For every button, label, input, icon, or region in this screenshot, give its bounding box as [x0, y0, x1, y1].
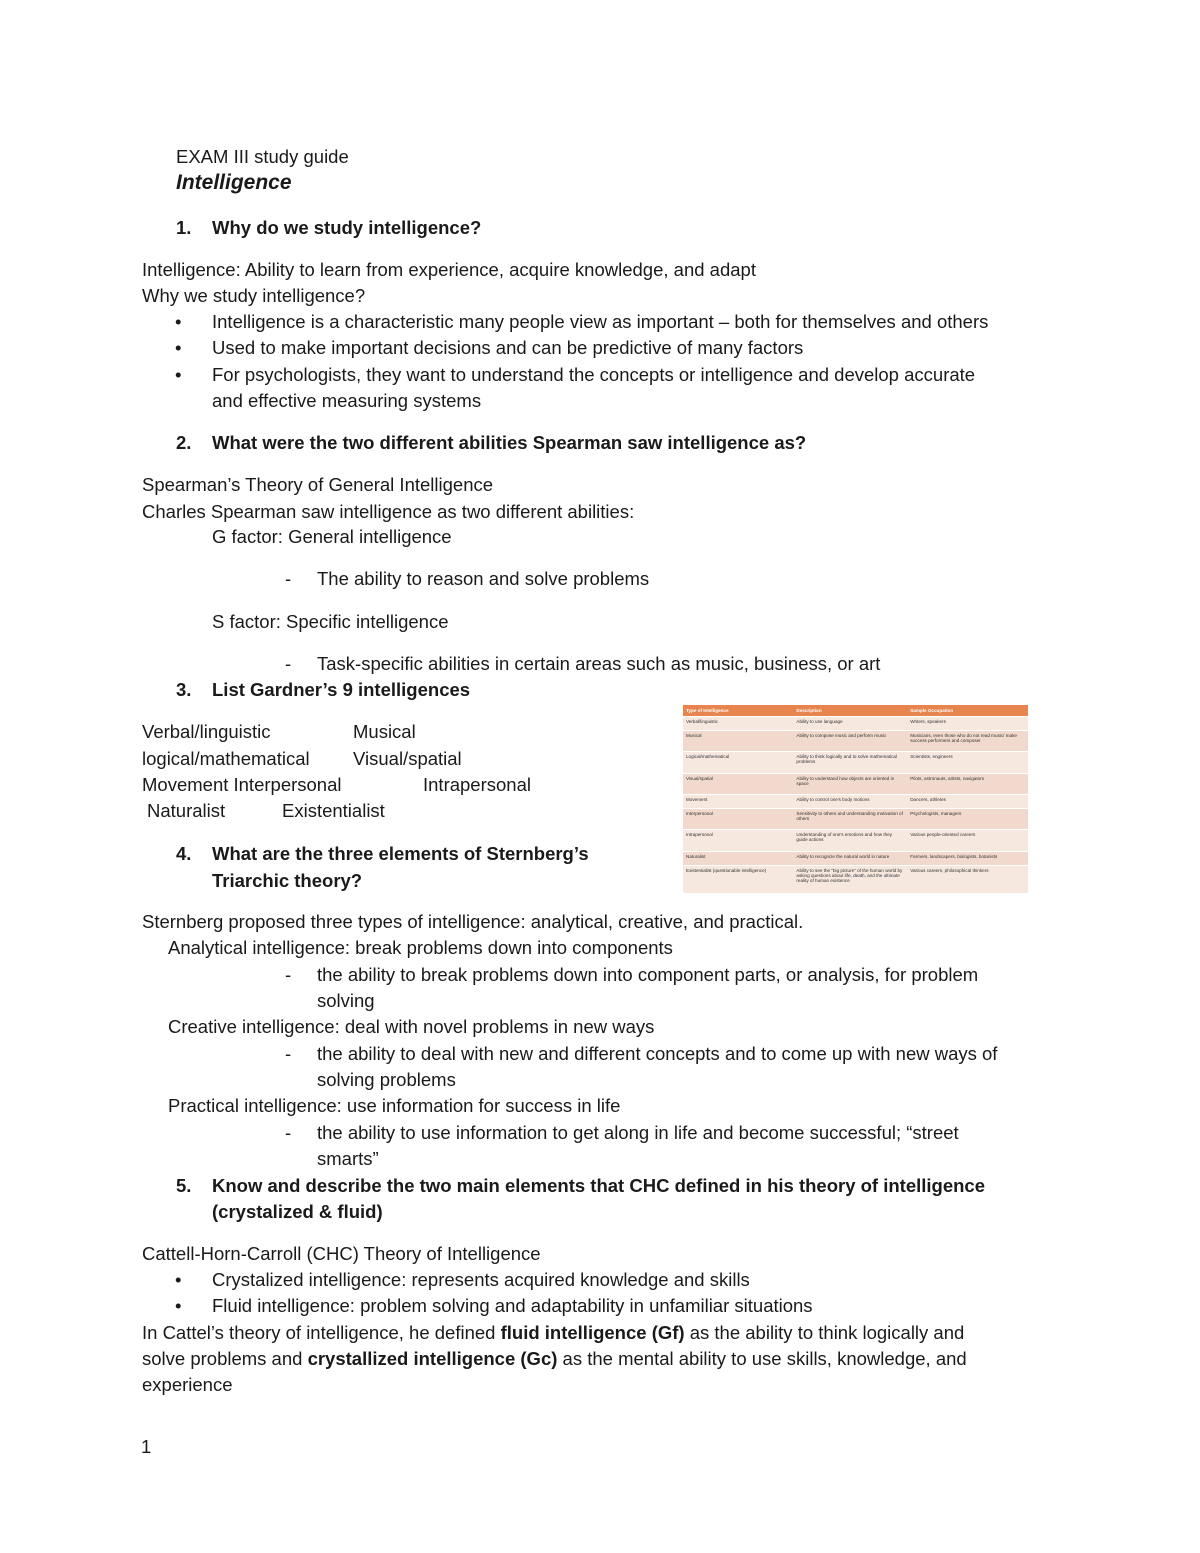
intelligence-definition: Intelligence: Ability to learn from experience, acquire knowledge, and adapt [142, 259, 756, 280]
question-text: What were the two different abilities Spearman saw intelligence as? [212, 432, 807, 453]
chc-theory: Cattell-Horn-Carroll (CHC) Theory of Intelligence [142, 1243, 541, 1264]
question-number: 4. [176, 843, 192, 864]
creative-heading: Creative intelligence: deal with novel problems in new ways [168, 1016, 655, 1037]
s-factor-desc: - Task-specific abilities in certain areas such as music, business, or art [317, 652, 880, 676]
spearman-theory: Spearman’s Theory of General Intelligence [142, 474, 494, 495]
question-2 [176, 431, 806, 455]
paragraph-bold: fluid intelligence (Gf) [500, 1322, 685, 1343]
practical-desc: - the ability to use information to get along in life and become successful; “street [317, 1121, 959, 1145]
question-4-cont: Triarchic theory? [212, 870, 363, 891]
gardner-intelligence-table [683, 705, 1028, 893]
gardner-item: Movement Interpersonal [142, 774, 342, 795]
doc-title: EXAM III study guide [176, 146, 349, 167]
analytical-desc-cont: solving [317, 990, 375, 1011]
g-factor-desc: - The ability to reason and solve problems [317, 567, 649, 591]
gardner-item: Musical [353, 721, 416, 742]
gardner-item: Verbal/linguistic [142, 721, 271, 742]
gardner-item: Existentialist [282, 800, 385, 821]
question-3 [176, 678, 470, 702]
table-cell: Musical [683, 731, 793, 752]
table-cell: Musicians, even those who do not read music/ make success performers and composer [907, 731, 1028, 752]
table-cell: Ability to control one's body motions [793, 794, 907, 808]
table-cell: Ability to understand how objects are oriented in space [793, 773, 907, 794]
table-row [683, 830, 1028, 851]
practical-heading: Practical intelligence: use information for success in life [168, 1095, 621, 1116]
table-row [683, 851, 1028, 865]
table-cell: Ability to compose music and perform music [793, 731, 907, 752]
paragraph-bold: crystallized intelligence (Gc) [307, 1348, 558, 1369]
question-text: Know and describe the two main elements that CHC defined in his theory of intelligence [212, 1175, 985, 1196]
question-text: List Gardner’s 9 intelligences [212, 679, 471, 700]
practical-desc-cont: smarts” [317, 1148, 379, 1169]
column-header: Description [793, 705, 907, 717]
cattel-paragraph-line1 [142, 1321, 964, 1345]
table-cell: Understanding of one's emotions and how they guide actions [793, 830, 907, 851]
section-heading: Intelligence [176, 171, 292, 194]
gardner-item: Naturalist [147, 800, 226, 821]
table-cell: Pilots, astronauts, artists, navigators [907, 773, 1028, 794]
analytical-desc: - the ability to break problems down into component parts, or analysis, for problem [317, 963, 978, 987]
paragraph-text: solve problems and [142, 1348, 308, 1369]
table-cell: Verbal/linguistic [683, 717, 793, 731]
why-heading: Why we study intelligence? [142, 285, 366, 306]
bullet-item: • Crystalized intelligence: represents acquired knowledge and skills [212, 1268, 750, 1292]
paragraph-text: as the mental ability to use skills, knowledge, and [557, 1348, 967, 1369]
column-header: Sample Occupation [907, 705, 1028, 717]
bullet-item: • For psychologists, they want to understand the concepts or intelligence and develop accurate [212, 363, 975, 387]
table-cell: Ability to use language [793, 717, 907, 731]
table-cell: Various people-oriented careers [907, 830, 1028, 851]
creative-desc-cont: solving problems [317, 1069, 456, 1090]
table-row [683, 865, 1028, 893]
g-factor: G factor: General intelligence [212, 526, 452, 547]
question-text: What are the three elements of Sternberg’s [212, 843, 589, 864]
table-cell: Ability to see the "big picture" of the human world by asking questions about life, death, and the ultimate reality of human existence [793, 865, 907, 893]
paragraph-text: In Cattel’s theory of intelligence, he defined [142, 1322, 501, 1343]
table-cell: Existentialist (questionable intelligence) [683, 865, 793, 893]
table-cell: Psychologists, managers [907, 809, 1028, 830]
column-header: Type of Intelligence [683, 705, 793, 717]
gardner-item: Visual/spatial [353, 748, 462, 769]
gardner-item: logical/mathematical [142, 748, 310, 769]
table-cell: Ability to think logically and to solve mathematical problems [793, 752, 907, 773]
question-text: Why do we study intelligence? [212, 217, 482, 238]
table-cell: Various careers, philosophical thinkers [907, 865, 1028, 893]
table-row [683, 752, 1028, 773]
table-cell: Scientists, engineers [907, 752, 1028, 773]
gardner-item: Intrapersonal [423, 774, 531, 795]
analytical-heading: Analytical intelligence: break problems down into components [168, 937, 673, 958]
table-cell: Naturalist [683, 851, 793, 865]
table-row [683, 731, 1028, 752]
table-cell: Logical/mathematical [683, 752, 793, 773]
question-number: 2. [176, 432, 192, 453]
table-cell: Dancers, athletes [907, 794, 1028, 808]
bullet-continuation: and effective measuring systems [212, 390, 482, 411]
table-cell: Intrapersonal [683, 830, 793, 851]
table-cell: Sensitivity to others and understanding motivation of others [793, 809, 907, 830]
table-header-row [683, 705, 1028, 717]
bullet-item: • Fluid intelligence: problem solving and adaptability in unfamiliar situations [212, 1294, 813, 1318]
question-number: 5. [176, 1175, 192, 1196]
table-row [683, 794, 1028, 808]
sternberg-intro: Sternberg proposed three types of intelligence: analytical, creative, and practical. [142, 911, 804, 932]
table-cell: Movement [683, 794, 793, 808]
spearman-intro: Charles Spearman saw intelligence as two different abilities: [142, 501, 635, 522]
creative-desc: - the ability to deal with new and different concepts and to come up with new ways of [317, 1042, 997, 1066]
question-number: 3. [176, 679, 192, 700]
bullet-item: • Used to make important decisions and can be predictive of many factors [212, 336, 803, 360]
paragraph-text: as the ability to think logically and [684, 1322, 965, 1343]
s-factor: S factor: Specific intelligence [212, 611, 449, 632]
question-5 [176, 1174, 985, 1198]
table-cell: Ability to recognize the natural world in nature [793, 851, 907, 865]
question-1 [176, 216, 481, 240]
table-row [683, 773, 1028, 794]
question-5-cont: (crystalized & fluid) [212, 1201, 383, 1222]
table-row [683, 717, 1028, 731]
page-number: 1 [141, 1436, 152, 1457]
bullet-item: • Intelligence is a characteristic many people view as important – both for themselves and others [212, 310, 988, 334]
table-cell: Interpersonal [683, 809, 793, 830]
cattel-paragraph-line3: experience [142, 1374, 233, 1395]
table-cell: Farmers, landscapers, biologists, botanists [907, 851, 1028, 865]
question-number: 1. [176, 217, 192, 238]
question-4 [176, 842, 589, 866]
table-row [683, 809, 1028, 830]
cattel-paragraph-line2 [142, 1347, 967, 1371]
table-cell: Visual/spatial [683, 773, 793, 794]
table-cell: Writers, speakers [907, 717, 1028, 731]
